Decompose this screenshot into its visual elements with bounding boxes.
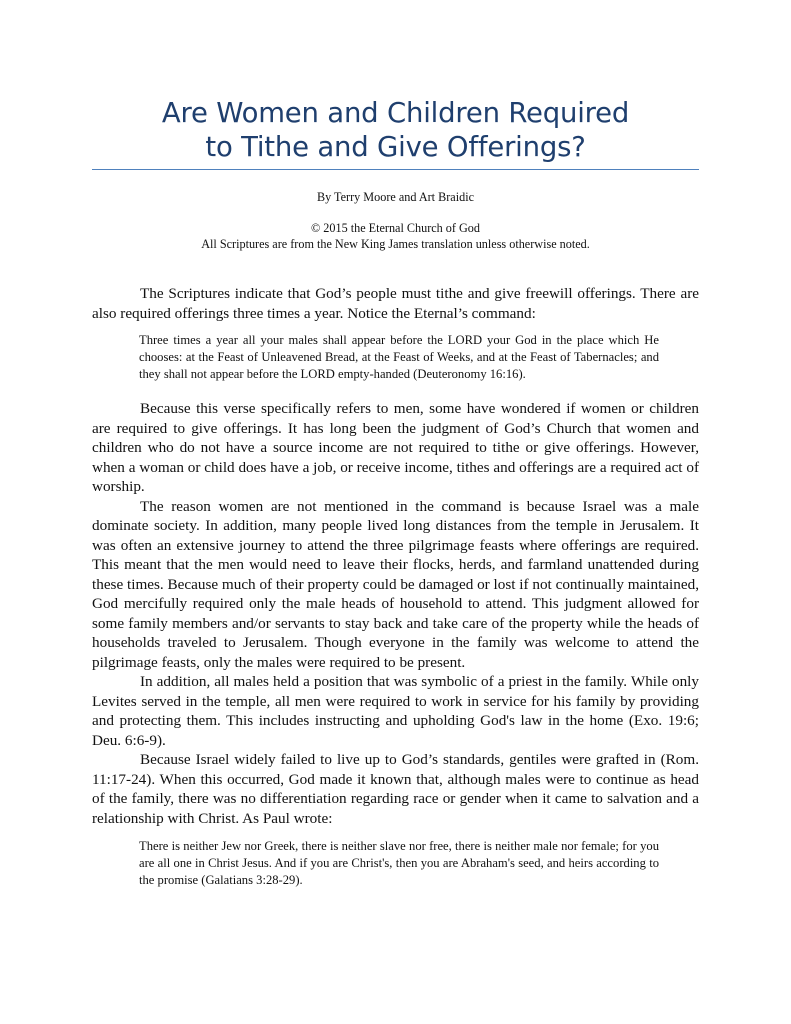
title-line-1: Are Women and Children Required — [161, 97, 630, 129]
paragraph-intro: The Scriptures indicate that God’s people must tithe and give freewill offerings. There are also required offerings three times a year. Notice the Eternal’s command: — [92, 285, 699, 322]
title-divider — [92, 169, 699, 170]
byline: By Terry Moore and Art Braidic — [317, 190, 474, 204]
page-title — [90, 96, 701, 164]
article-body — [92, 284, 699, 905]
title-line-2: to Tithe and Give Offerings? — [205, 131, 586, 163]
paragraph-reason: The reason women are not mentioned in the command is because Israel was a male dominate society. In addition, many people lived long distances from the temple in Jerusalem. It was often an extensive journey to attend the three pilgrimage feasts where offerings are required. This meant that the men would need to leave their flocks, herds, and farmland unattended during these times. Because much of their property could be damaged or lost if not continually maintained, God mercifully required only the male heads of household to attend. This judgment allowed for some family members and/or servants to stay back and take care of the property while the heads of households traveled to Jerusalem. Though everyone in the family was welcome to attend the pilgrimage feasts, only the males were required to be present. — [92, 497, 699, 671]
paragraph-gentiles: Because Israel widely failed to live up to God’s standards, gentiles were grafted in (Rom. 11:17-24). When this occurred, God made it known that, although males were to continue as head of the family, there was no differentiation regarding race or gender when it came to salvation and a relationship with Christ. As Paul wrote: — [92, 751, 699, 827]
block-quote-galatians: There is neither Jew nor Greek, there is neither slave nor free, there is neither male nor female; for you are all one in Christ Jesus. And if you are Christ's, then you are Abraham's seed, and heirs according to the promise (Galatians 3:28-29). — [139, 839, 659, 887]
paragraph-priest-role: In addition, all males held a position that was symbolic of a priest in the family. While only Levites served in the temple, all men were required to work in service for his family by providing and protecting them. This includes instructing and upholding God's law in the home (Exo. 19:6; Deu. 6:6-9). — [92, 673, 699, 749]
block-quote-deuteronomy: Three times a year all your males shall appear before the LORD your God in the place which He chooses: at the Feast of Unleavened Bread, at the Feast of Weeks, and at the Feast of Tabernacles; and they shall not appear before the LORD empty-handed (Deuteronomy 16:16). — [139, 333, 659, 381]
paragraph-women-children: Because this verse specifically refers to men, some have wondered if women or children are required to give offerings. It has long been the judgment of God’s Church that women and children who do not have a source income are not required to tithe or give offerings. However, when a woman or child does have a job, or receive income, tithes and offerings are a required act of worship. — [92, 400, 699, 495]
scripture-translation-note: All Scriptures are from the New King James translation unless otherwise noted. — [201, 237, 590, 251]
copyright-notice: © 2015 the Eternal Church of God — [310, 221, 480, 235]
